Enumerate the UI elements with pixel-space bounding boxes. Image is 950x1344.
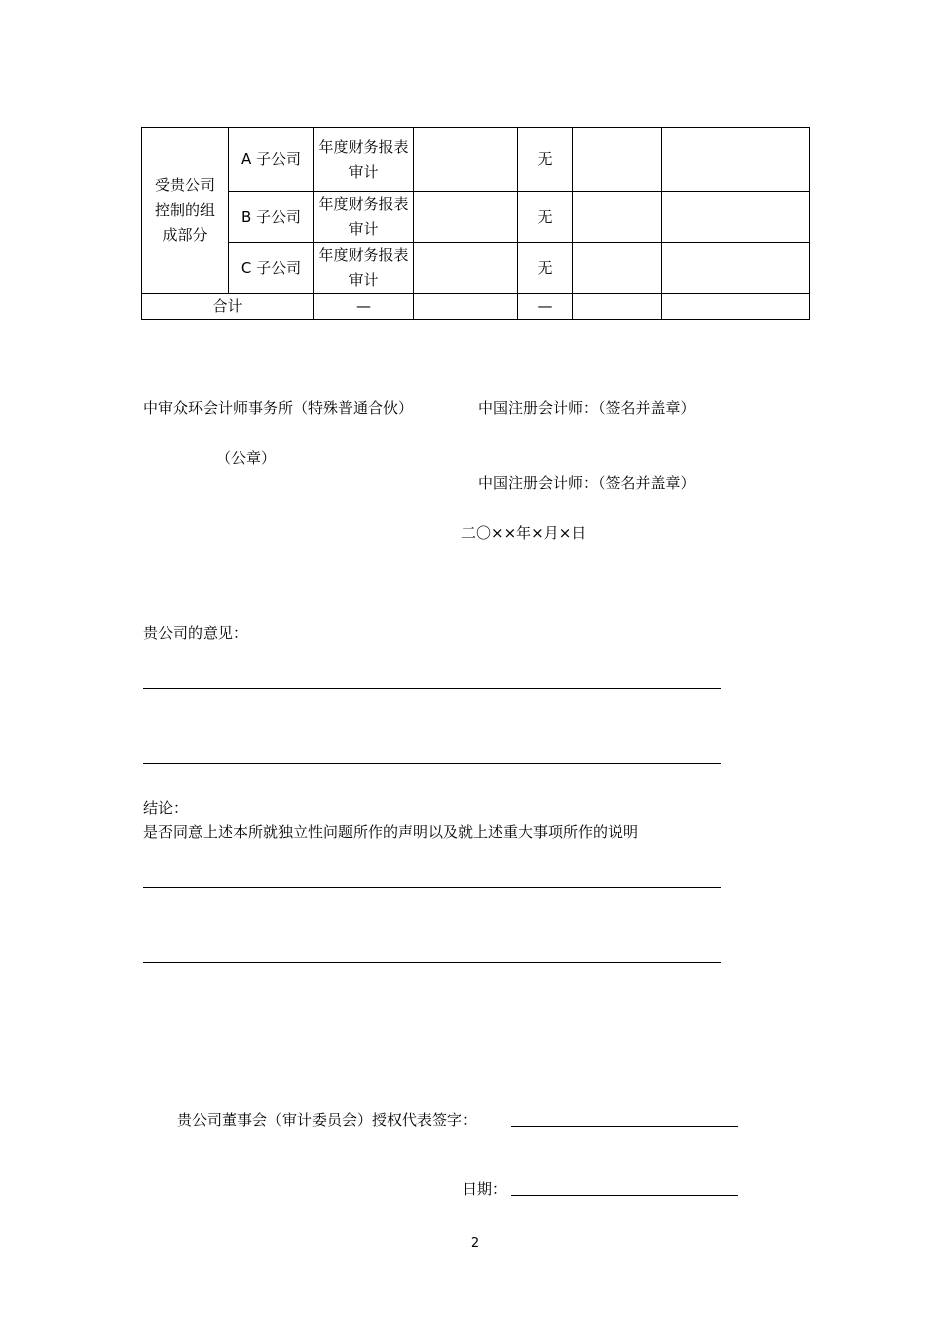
report-date: 二〇××年×月×日 [461, 524, 587, 542]
cpa-signature-line-1: 中国注册会计师：（签名并盖章） [478, 399, 696, 417]
other-cell: 无 [518, 128, 573, 192]
representative-signature-line[interactable] [511, 1126, 738, 1127]
service-cell: 年度财务报表审计 [314, 243, 414, 294]
total-other-cell: — [518, 294, 573, 320]
table-row [142, 192, 810, 243]
conclusion-label: 结论： [143, 799, 189, 817]
page-number: 2 [470, 1236, 480, 1251]
other-cell: 无 [518, 192, 573, 243]
date-signature-line[interactable] [511, 1195, 738, 1196]
firm-name: 中审众环会计师事务所（特殊普通合伙） [143, 399, 414, 417]
total-row [142, 294, 810, 320]
empty-cell [573, 192, 662, 243]
conclusion-line[interactable] [143, 887, 721, 888]
service-cell: 年度财务报表审计 [314, 192, 414, 243]
service-cell: 年度财务报表审计 [314, 128, 414, 192]
opinion-line[interactable] [143, 763, 721, 764]
opinion-line[interactable] [143, 688, 721, 689]
cpa-signature-line-2: 中国注册会计师：（签名并盖章） [478, 474, 696, 492]
empty-cell [662, 243, 810, 294]
company-cell: B 子公司 [229, 192, 314, 243]
group-label-cell: 受贵公司控制的组成部分 [142, 128, 229, 294]
conclusion-line[interactable] [143, 962, 721, 963]
independence-fee-table [141, 127, 810, 320]
other-cell: 无 [518, 243, 573, 294]
date-label: 日期： [462, 1180, 508, 1198]
conclusion-question: 是否同意上述本所就独立性问题所作的声明以及就上述重大事项所作的说明 [143, 823, 639, 841]
total-label-cell: 合计 [142, 294, 314, 320]
table-row [142, 128, 810, 192]
total-fee-cell [414, 294, 518, 320]
empty-cell [573, 128, 662, 192]
empty-cell [662, 128, 810, 192]
empty-cell [573, 294, 662, 320]
empty-cell [662, 294, 810, 320]
fee-cell [414, 128, 518, 192]
opinion-label: 贵公司的意见： [143, 624, 249, 642]
representative-label: 贵公司董事会（审计委员会）授权代表签字： [177, 1111, 478, 1129]
firm-seal: （公章） [216, 449, 277, 467]
total-service-cell: — [314, 294, 414, 320]
company-cell: A 子公司 [229, 128, 314, 192]
empty-cell [662, 192, 810, 243]
fee-cell [414, 243, 518, 294]
table-row [142, 243, 810, 294]
company-cell: C 子公司 [229, 243, 314, 294]
fee-cell [414, 192, 518, 243]
empty-cell [573, 243, 662, 294]
